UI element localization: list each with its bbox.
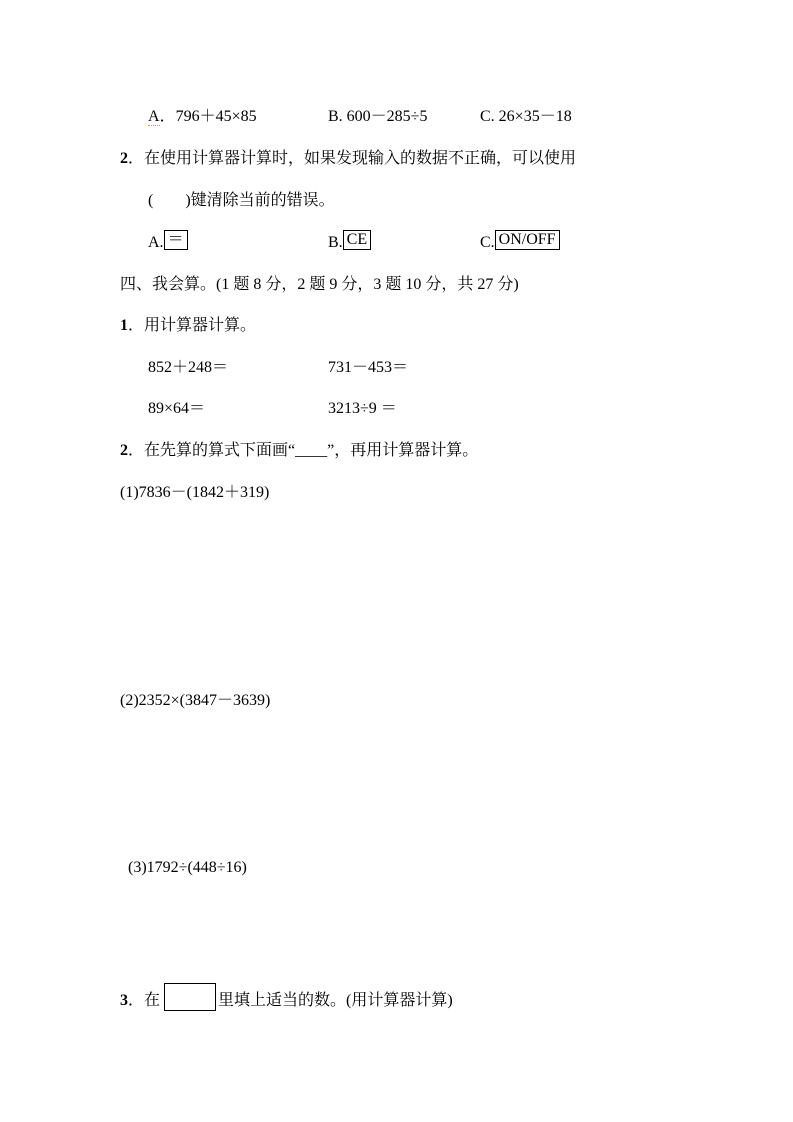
- problem-1-heading: 1．用计算器计算。: [120, 317, 257, 334]
- q2-option-c: C. ON/OFF: [480, 230, 560, 252]
- q1-option-a: A．796＋45×85: [148, 108, 257, 125]
- q1-options-row: [148, 107, 257, 127]
- q2-question: 2．在使用计算器计算时，如果发现输入的数据不正确，可以使用: [120, 150, 577, 167]
- p2-item-1: (1)7836－(1842＋319): [120, 484, 270, 501]
- p1-expr-1: 852＋248＝: [148, 359, 229, 376]
- answer-blank-box: [164, 983, 216, 1011]
- p2-item-3: (3)1792÷(448÷16): [128, 859, 247, 876]
- p1-expr-2: 731－453＝: [328, 359, 409, 376]
- q1-option-b: B. 600－285÷5: [328, 108, 428, 125]
- on-off-key: ON/OFF: [495, 230, 560, 250]
- equals-key: ＝: [164, 230, 188, 250]
- q2-question-line2: ( )键清除当前的错误。: [148, 192, 335, 209]
- q2-option-a: A. ＝: [148, 230, 188, 252]
- ce-key: CE: [343, 230, 371, 250]
- q1-option-c: C. 26×35－18: [480, 108, 572, 125]
- p2-item-2: (2)2352×(3847－3639): [120, 692, 271, 709]
- problem-3-heading: 3．在 里填上适当的数。(用计算器计算): [120, 983, 453, 1016]
- p1-expr-4: 3213÷9 ＝: [328, 400, 397, 417]
- p1-expr-3: 89×64＝: [148, 400, 206, 417]
- q2-option-b: B. CE: [328, 230, 371, 252]
- section-4-title: 四、我会算。(1 题 8 分，2 题 9 分，3 题 10 分，共 27 分): [120, 276, 519, 293]
- problem-2-heading: 2．在先算的算式下面画“____”，再用计算器计算。: [120, 442, 479, 459]
